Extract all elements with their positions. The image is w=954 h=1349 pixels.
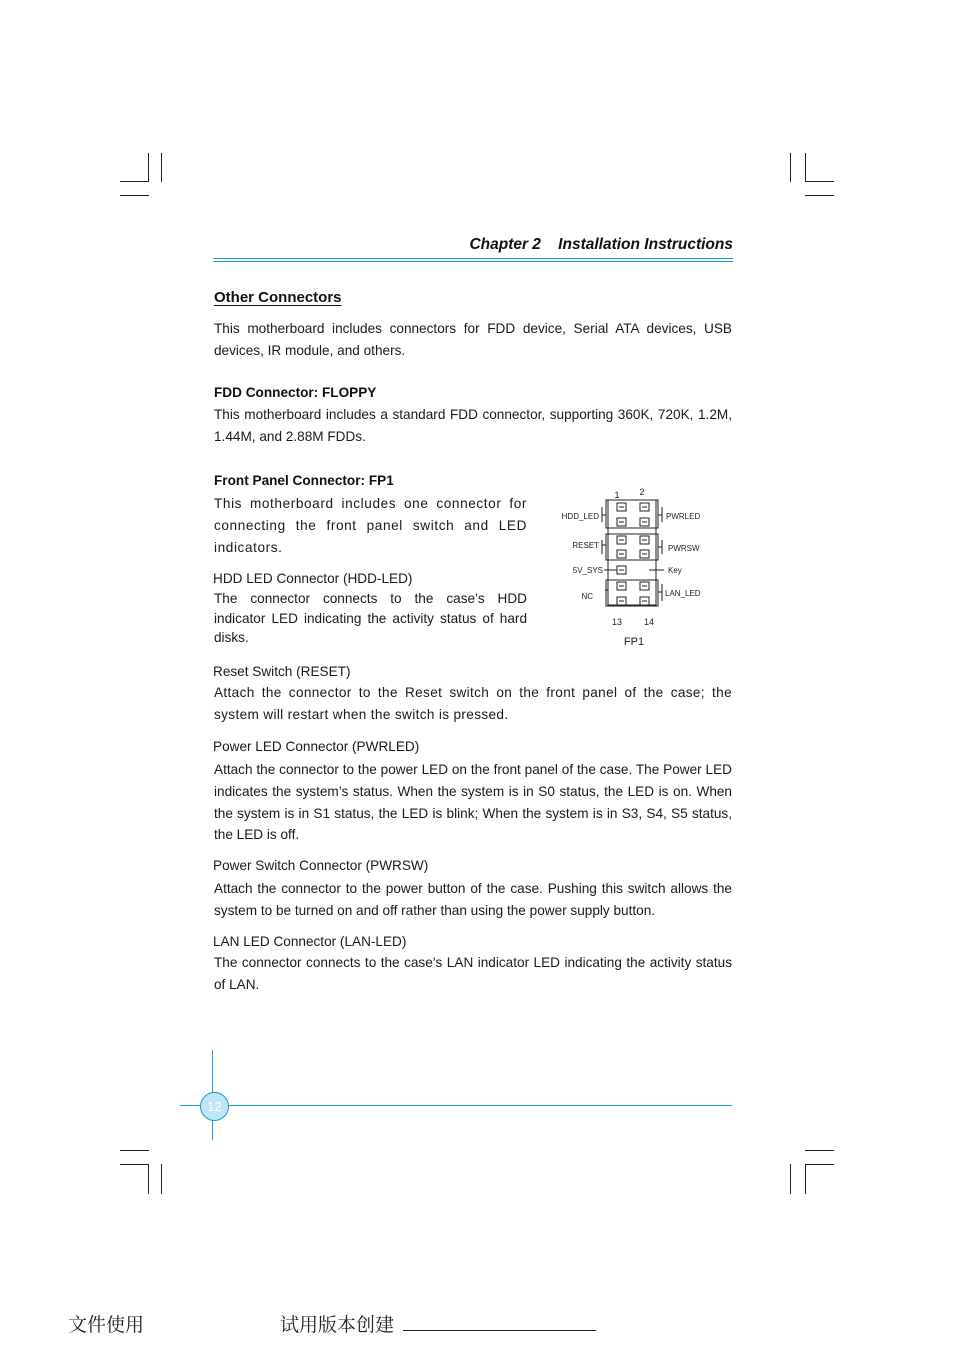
lan-led-paragraph: The connector connects to the case’s LAN indicator LED indicating the activity status of LAN.	[214, 955, 732, 992]
front-panel-paragraph: This motherboard includes one connector for connecting the front panel switch and LED indicators.	[214, 496, 527, 555]
pin-14-label: 14	[643, 617, 655, 627]
chapter-title: Installation Instructions	[558, 236, 733, 253]
fdd-heading: FDD Connector: FLOPPY	[214, 385, 377, 400]
reset-pin-label: RESET	[572, 541, 599, 550]
header-rule	[213, 261, 733, 262]
crop-mark	[790, 1164, 791, 1194]
crop-mark	[805, 1150, 834, 1151]
chapter-label: Chapter 2	[469, 236, 541, 253]
crop-mark	[120, 181, 149, 182]
pin-group-bracket	[606, 500, 658, 528]
pwrsw-pin-label: PWRSW	[668, 544, 700, 553]
lan-led-pin-label: LAN_LED	[665, 589, 701, 598]
fp1-pin-diagram	[550, 484, 720, 654]
front-panel-heading: Front Panel Connector: FP1	[214, 473, 394, 488]
crop-mark	[805, 1164, 834, 1165]
section-title: Other Connectors	[214, 289, 342, 306]
footer-watermark-right: 试用版本创建	[280, 1314, 395, 1336]
lan-led-label: LAN LED Connector (LAN-LED)	[213, 934, 407, 949]
crop-mark	[161, 1164, 162, 1194]
intro-paragraph: This motherboard includes connectors for FDD device, Serial ATA devices, USB devices, IR module, and others.	[214, 321, 732, 358]
page-number: 12	[200, 1092, 229, 1121]
diagram-caption: FP1	[623, 636, 645, 648]
pwrled-paragraph: Attach the connector to the power LED on the front panel of the case. The Power LED indicates the system’s status. When the system is in S0 status, the LED is on. When the system is in S1 status, the LED is blink; When the system is in S3, S4, S5 status, the LED is off.	[214, 762, 732, 843]
pin-1-label: 1	[614, 490, 620, 500]
chapter-header	[420, 236, 733, 254]
crop-mark	[790, 153, 791, 182]
header-spacer	[541, 236, 558, 253]
pin-group-bracket	[606, 534, 658, 560]
crop-mark	[120, 1164, 149, 1165]
footer-watermark-left: 文件使用	[68, 1314, 145, 1336]
reset-label: Reset Switch (RESET)	[213, 664, 351, 679]
crop-mark	[805, 195, 834, 196]
crop-mark	[805, 153, 806, 182]
pwrsw-paragraph: Attach the connector to the power button of the case. Pushing this switch allows the system to be turned on and off rather than using the power supply button.	[214, 881, 732, 918]
key-pin-label: Key	[668, 566, 682, 575]
pin-13-label: 13	[611, 617, 623, 627]
hdd-led-paragraph: The connector connects to the case’s HDD indicator LED indicating the activity status of hard disks.	[214, 591, 527, 646]
crop-mark	[805, 181, 834, 182]
pin-2-label: 2	[639, 487, 645, 497]
hdd-led-label: HDD LED Connector (HDD-LED)	[213, 571, 413, 586]
5v-sys-pin-label: 5V_SYS	[572, 566, 603, 575]
header-rule	[213, 258, 733, 259]
crop-mark	[148, 1164, 149, 1194]
footer-underline	[403, 1330, 596, 1331]
crop-mark	[148, 153, 149, 182]
pwrled-pin-label: PWRLED	[666, 512, 701, 521]
crop-mark	[120, 1150, 149, 1151]
nc-pin-label: NC	[581, 592, 593, 601]
reset-paragraph: Attach the connector to the Reset switch on the front panel of the case; the system will restart when the switch is pressed.	[214, 685, 732, 722]
crop-mark	[161, 153, 162, 182]
pin-group-bracket	[606, 580, 658, 606]
footer-rule	[180, 1105, 732, 1106]
pwrled-label: Power LED Connector (PWRLED)	[213, 739, 420, 754]
crop-mark	[120, 195, 149, 196]
crop-mark	[805, 1164, 806, 1194]
fdd-paragraph: This motherboard includes a standard FDD connector, supporting 360K, 720K, 1.2M, 1.44M, and 2.88M FDDs.	[214, 407, 732, 444]
pwrsw-label: Power Switch Connector (PWRSW)	[213, 858, 429, 873]
hdd-led-pin-label: HDD_LED	[561, 512, 599, 521]
